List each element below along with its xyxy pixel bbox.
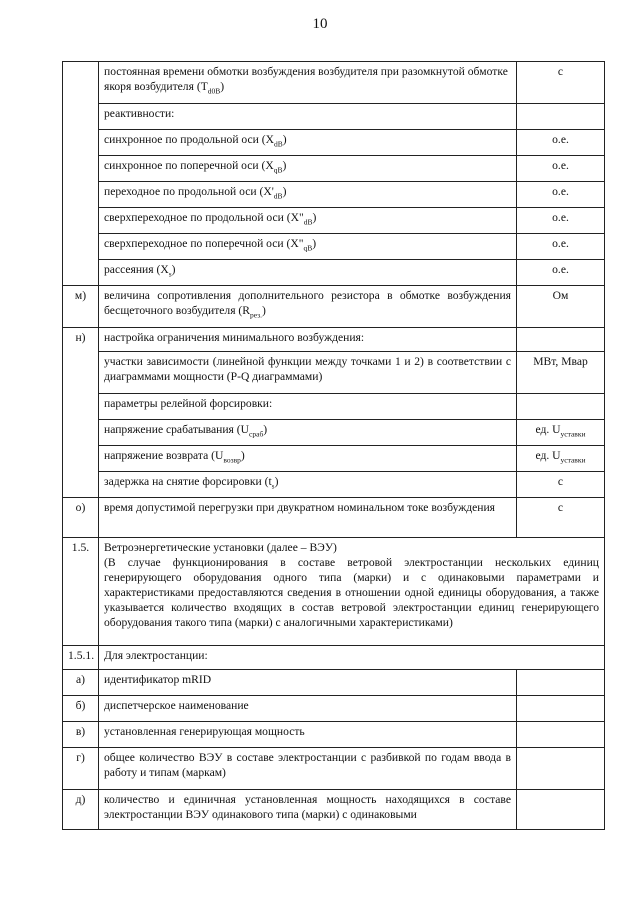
table-row bbox=[63, 790, 605, 830]
table-row bbox=[63, 352, 605, 394]
table-row bbox=[63, 104, 605, 130]
table-row bbox=[63, 286, 605, 328]
unit-cell bbox=[517, 790, 605, 830]
unit-cell: о.е. bbox=[517, 182, 605, 208]
row-number: д) bbox=[63, 790, 99, 830]
row-number: н) bbox=[63, 328, 99, 498]
page-number: 10 bbox=[312, 16, 328, 32]
row-text: диспетчерское наименование bbox=[99, 696, 517, 722]
unit-cell: с bbox=[517, 472, 605, 498]
unit-cell bbox=[517, 696, 605, 722]
row-text: постоянная времени обмотки возбуждения возбудителя при разомкнутой обмотке якоря возбудителя $(T_{d0B})$ bbox=[99, 62, 517, 104]
row-text: синхронное по поперечной оси $(X_{qB})$ bbox=[99, 156, 517, 182]
row-text: участки зависимости (линейной функции между точками 1 и 2) в соответствии с диаграммами мощности (P-Q диаграммами) bbox=[99, 352, 517, 394]
row-text: общее количество ВЭУ в составе электростанции с разбивкой по годам ввода в работу и типам (маркам) bbox=[99, 748, 517, 790]
table-row bbox=[63, 472, 605, 498]
table-row bbox=[63, 646, 605, 670]
parameters-table bbox=[62, 61, 605, 830]
table-row bbox=[63, 208, 605, 234]
row-text: рассеяния $(X_s)$ bbox=[99, 260, 517, 286]
table-row bbox=[63, 260, 605, 286]
row-text: синхронное по продольной оси $(X_{dB})$ bbox=[99, 130, 517, 156]
row-text: настройка ограничения минимального возбуждения: bbox=[99, 328, 517, 352]
unit-cell: о.е. bbox=[517, 260, 605, 286]
row-number: 1.5.1. bbox=[63, 646, 99, 670]
row-text: реактивности: bbox=[99, 104, 517, 130]
table-row bbox=[63, 182, 605, 208]
row-text: Для электростанции: bbox=[99, 646, 605, 670]
unit-cell: ед. $U_{уставки}$ bbox=[517, 420, 605, 446]
row-number: б) bbox=[63, 696, 99, 722]
section-title: Ветроэнергетические установки (далее – ВЭУ) bbox=[104, 541, 337, 554]
row-text: время допустимой перегрузки при двукратном номинальном токе возбуждения bbox=[99, 498, 517, 538]
unit-cell bbox=[517, 104, 605, 130]
table-row bbox=[63, 328, 605, 352]
table-row bbox=[63, 748, 605, 790]
unit-cell: с bbox=[517, 62, 605, 104]
row-text: параметры релейной форсировки: bbox=[99, 394, 517, 420]
unit-cell bbox=[517, 394, 605, 420]
unit-cell bbox=[517, 328, 605, 352]
row-number: м) bbox=[63, 286, 99, 328]
row-text: количество и единичная установленная мощность находящихся в составе электростанции ВЭУ одинакового типа (марки) с одинаковыми bbox=[99, 790, 517, 830]
row-number: в) bbox=[63, 722, 99, 748]
table-row bbox=[63, 446, 605, 472]
unit-cell: о.е. bbox=[517, 208, 605, 234]
unit-cell: о.е. bbox=[517, 234, 605, 260]
unit-cell: с bbox=[517, 498, 605, 538]
row-text: сверхпереходное по поперечной оси $(X"_{qB})$ bbox=[99, 234, 517, 260]
table-row bbox=[63, 156, 605, 182]
table-row bbox=[63, 670, 605, 696]
table-row bbox=[63, 722, 605, 748]
row-text: напряжение возврата $(U_{возвр})$ bbox=[99, 446, 517, 472]
row-text: величина сопротивления дополнительного резистора в обмотке возбуждения бесщеточного возбудителя $(R_{рез.})$ bbox=[99, 286, 517, 328]
number-cell bbox=[63, 62, 99, 286]
unit-cell bbox=[517, 670, 605, 696]
row-text: переходное по продольной оси $(X'_{dB})$ bbox=[99, 182, 517, 208]
unit-cell: МВт, Мвар bbox=[517, 352, 605, 394]
section-text bbox=[99, 538, 605, 646]
table-row bbox=[63, 696, 605, 722]
row-text: идентификатор mRID bbox=[99, 670, 517, 696]
table-row bbox=[63, 538, 605, 646]
unit-cell: о.е. bbox=[517, 130, 605, 156]
table-row bbox=[63, 394, 605, 420]
row-number: о) bbox=[63, 498, 99, 538]
table-row bbox=[63, 234, 605, 260]
unit-cell: ед. $U_{уставки}$ bbox=[517, 446, 605, 472]
unit-cell bbox=[517, 722, 605, 748]
row-number: а) bbox=[63, 670, 99, 696]
unit-cell bbox=[517, 748, 605, 790]
table-row bbox=[63, 498, 605, 538]
row-text: установленная генерирующая мощность bbox=[99, 722, 517, 748]
row-text: сверхпереходное по продольной оси $(X"_{dB})$ bbox=[99, 208, 517, 234]
row-number: г) bbox=[63, 748, 99, 790]
unit-cell: о.е. bbox=[517, 156, 605, 182]
table-row bbox=[63, 62, 605, 104]
table-row bbox=[63, 420, 605, 446]
table-row bbox=[63, 130, 605, 156]
unit-cell: Ом bbox=[517, 286, 605, 328]
section-note: (В случае функционирования в составе ветровой электростанции нескольких единиц генерирующего оборудования одного типа (марки) и с одинаковыми параметрами и характеристиками предоставляются сведения в отношении одной единицы оборудования, а также указывается количество входящих в состав ветровой электростанции единиц генерирующего оборудования такого типа (марки) с аналогичными характеристиками) bbox=[104, 556, 599, 630]
row-number: 1.5. bbox=[63, 538, 99, 646]
row-text: задержка на снятие форсировки $(t_s)$ bbox=[99, 472, 517, 498]
row-text: напряжение срабатывания $(U_{сраб})$ bbox=[99, 420, 517, 446]
